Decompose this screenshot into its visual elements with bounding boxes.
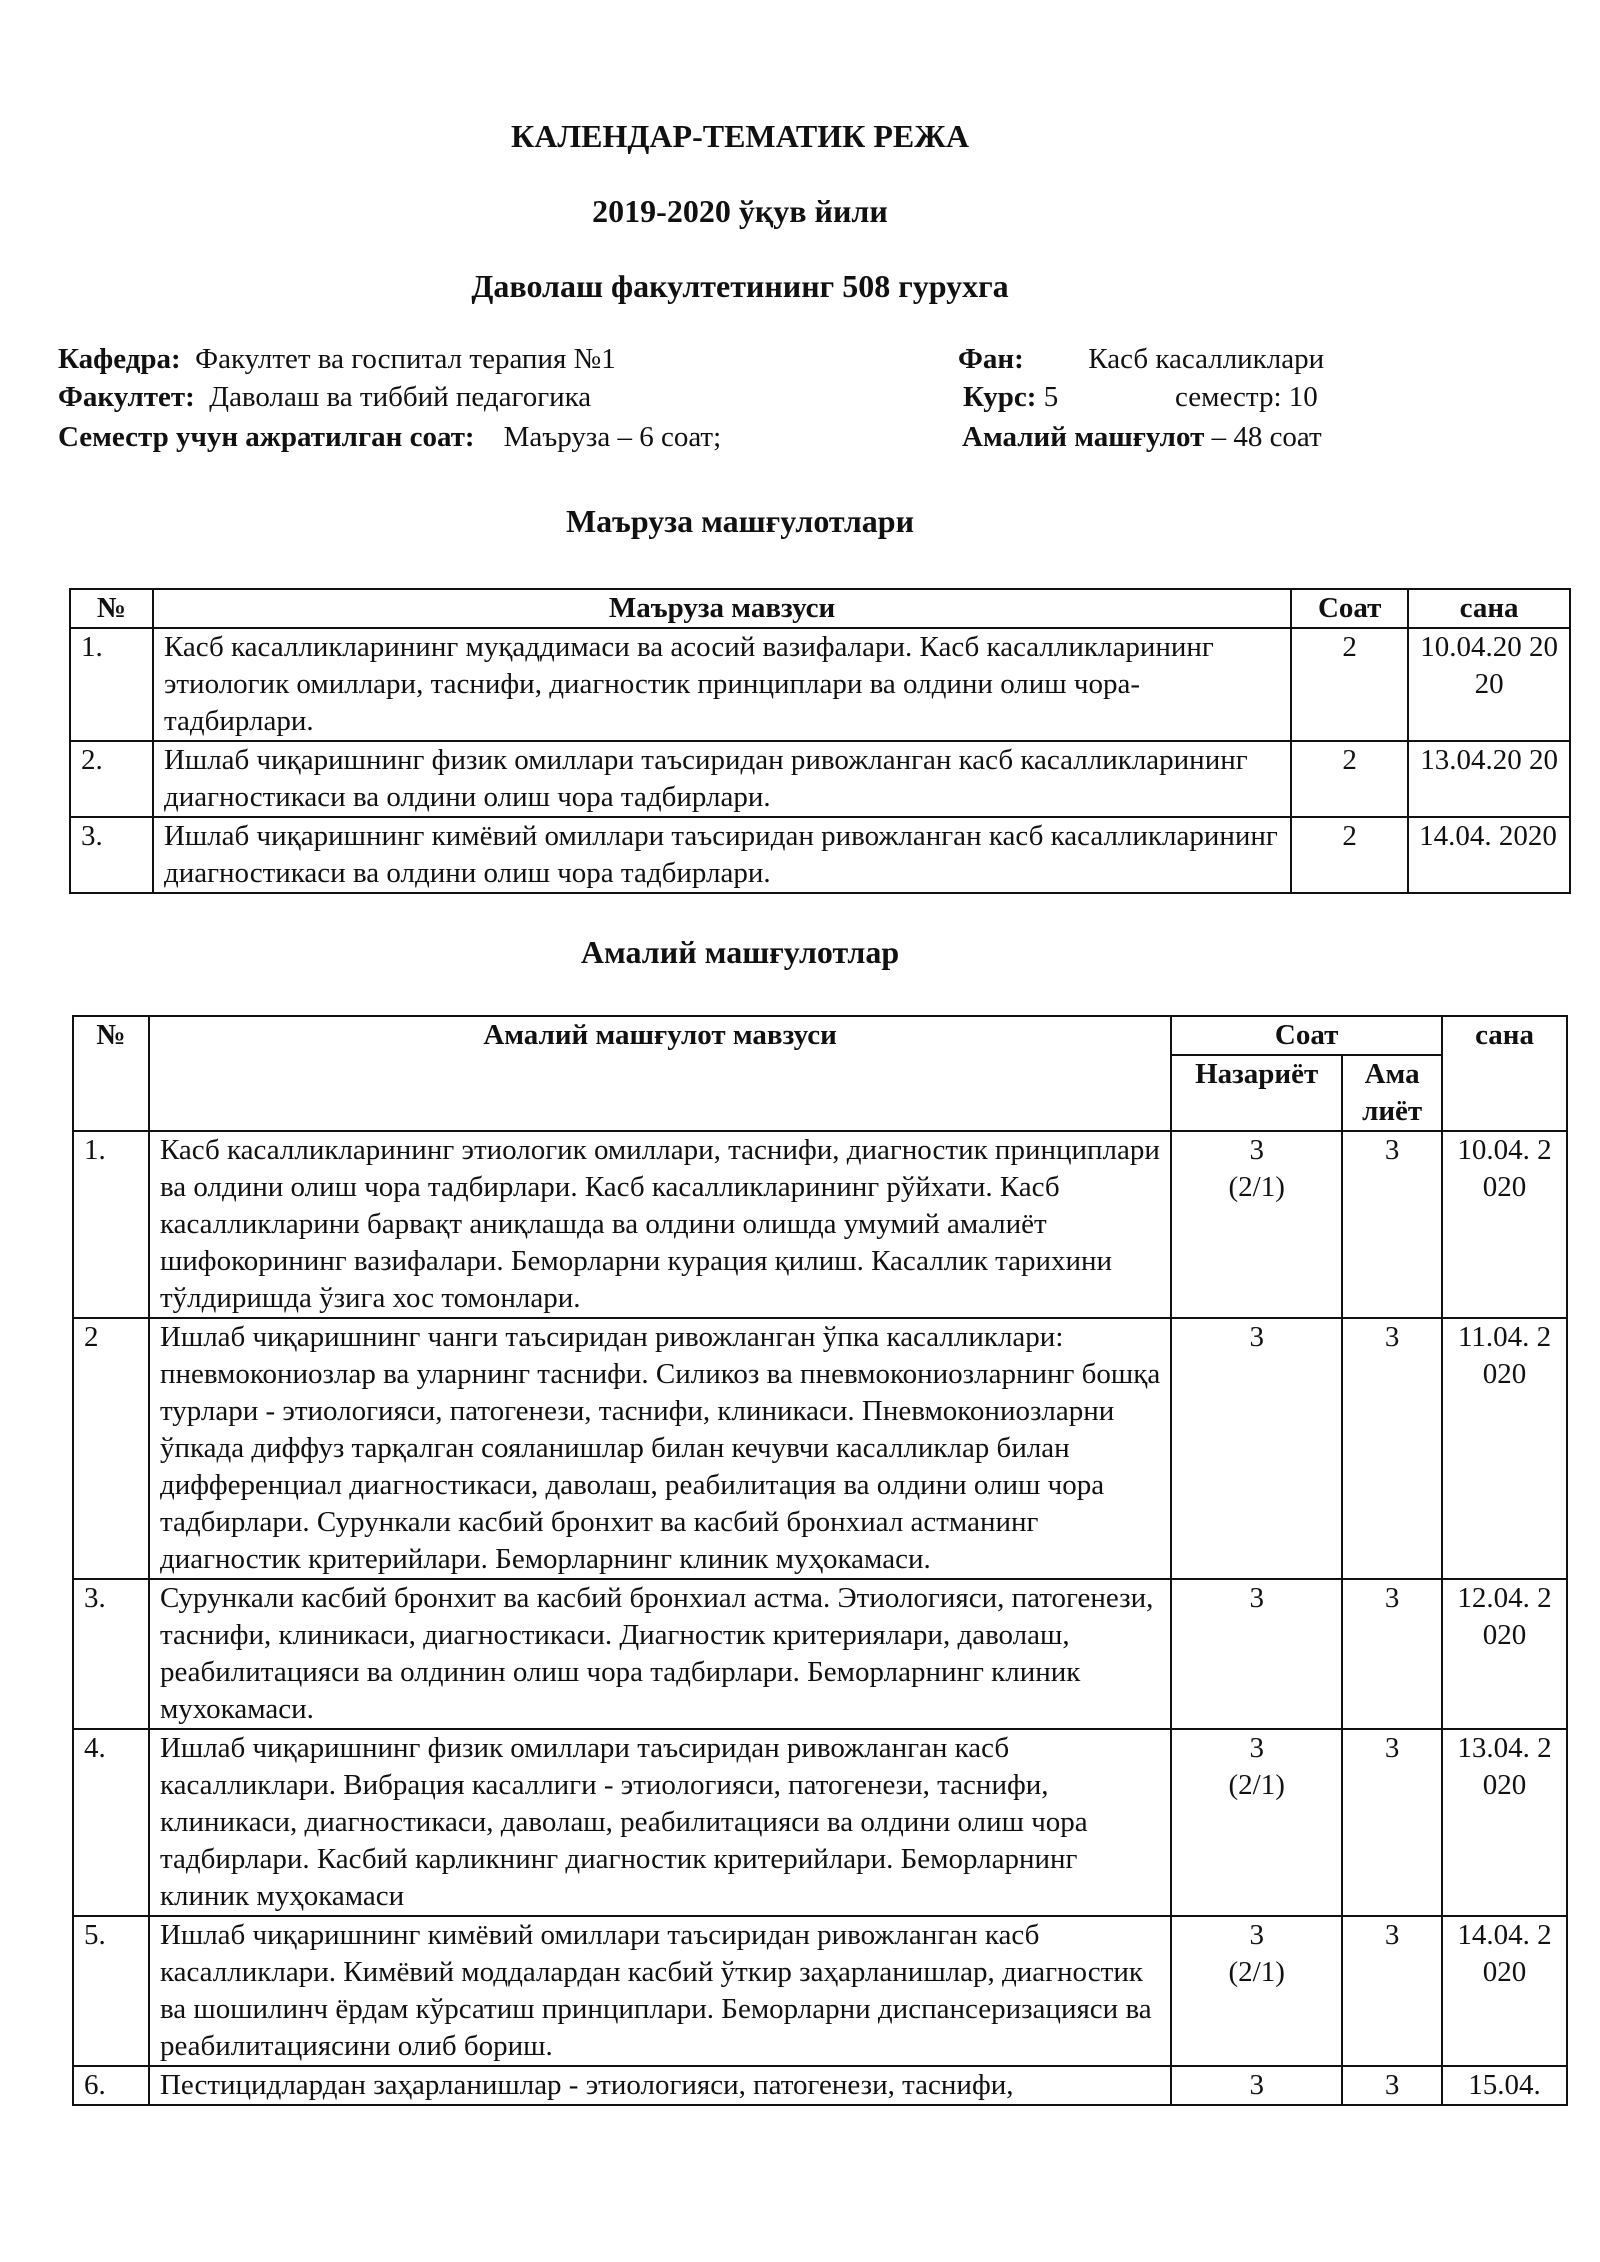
lec-hours: 2 — [1291, 741, 1408, 817]
prac-header-date: сана — [1442, 1016, 1567, 1131]
prac-num: 3. — [73, 1579, 149, 1729]
lec-topic: Касб касалликларининг муқаддимаси ва асосий вазифалари. Касб касалликларининг этиологик омиллари, таснифи, диагностик принциплари ва олдини олиш чора-тадбирлари. — [153, 628, 1291, 741]
prac-theory-cell — [1171, 1579, 1342, 1729]
prac-theory-split: (2/1) — [1228, 1171, 1285, 1203]
prac-topic: Ишлаб чиқаришнинг чанги таъсиридан ривожланган ўпка касалликлари: пневмокониозлар ва уларнинг таснифи. Силикоз ва пневмокониозларнинг бошқа турлари - этиологияси, патогенези, таснифи, клиникаси. Пневмокониозларни ўпкада диффуз тарқалган сояланишлар билан кечувчи касалликлар билан дифференциал диагностикаси, даволаш, реабилитация ва олдини олиш чора тадбирлари. Сурункали касбий бронхит ва касбий бронхиал астманинг диагностик критерийлари. Беморларнинг клиник муҳокамаси. — [149, 1318, 1171, 1579]
faculty-value: Даволаш ва тиббий педагогика — [209, 381, 592, 413]
prac-date: 12.04. 2020 — [1442, 1579, 1567, 1729]
lectures-section-title: Маъруза машғулотлари — [565, 503, 915, 539]
faculty-label: Факултет: — [58, 381, 195, 413]
prac-topic: Ишлаб чиқаришнинг физик омиллари таъсиридан ривожланган касб касалликлари. Вибрация касаллиги - этиологияси, патогенези, таснифи, клиникаси, диагностикаси, даволаш, реабилитацияси ва олдини олиш чора тадбирлари. Касбий карликнинг диагностик критерийлари. Беморларнинг клиник муҳокамаси — [149, 1729, 1171, 1916]
lec-date: 14.04. 2020 — [1408, 817, 1570, 893]
faculty-line — [58, 378, 591, 416]
practice-hours-value: – 48 соат — [1211, 421, 1322, 453]
practicals-header-row — [73, 1016, 1567, 1055]
prac-practice: 3 — [1342, 1916, 1442, 2066]
table-row — [73, 1916, 1567, 2066]
lec-header-date: сана — [1408, 589, 1570, 628]
lec-topic: Ишлаб чиқаришнинг кимёвий омиллари таъсиридан ривожланган касб касалликларининг диагностикаси ва олдини олиш чора тадбирлари. — [153, 817, 1291, 893]
prac-practice: 3 — [1342, 2066, 1442, 2105]
prac-header-theory: Назариёт — [1171, 1055, 1342, 1131]
prac-num: 4. — [73, 1729, 149, 1916]
kurs-line — [963, 378, 1058, 416]
lectures-header-row — [70, 589, 1570, 628]
hours-line — [58, 418, 721, 456]
lec-date: 13.04.20 20 — [1408, 741, 1570, 817]
lec-header-topic: Маъруза мавзуси — [153, 589, 1291, 628]
lectures-table — [69, 588, 1571, 894]
prac-date: 14.04. 2020 — [1442, 1916, 1567, 2066]
kurs-label: Курс: — [963, 381, 1037, 413]
prac-topic: Пестицидлардан заҳарланишлар - этиологияси, патогенези, таснифи, — [149, 2066, 1171, 2105]
prac-theory-cell — [1171, 1318, 1342, 1579]
prac-topic: Ишлаб чиқаришнинг кимёвий омиллари таъсиридан ривожланган касб касалликлари. Кимёвий моддалардан касбий ўткир заҳарланишлар, диагностик ва шошилинч ёрдам кўрсатиш принциплари. Беморларни диспансеризацияси ва реабилитациясини олиб бориш. — [149, 1916, 1171, 2066]
table-row — [70, 628, 1570, 741]
prac-header-topic: Амалий машғулот мавзуси — [149, 1016, 1171, 1131]
group-title: Даволаш факултетининг 508 гурухга — [471, 268, 1009, 304]
prac-practice: 3 — [1342, 1131, 1442, 1318]
lec-num: 2. — [70, 741, 153, 817]
prac-theory: 3 — [1249, 1919, 1264, 1951]
prac-theory: 3 — [1249, 1582, 1264, 1614]
prac-date: 10.04. 2020 — [1442, 1131, 1567, 1318]
prac-practice: 3 — [1342, 1729, 1442, 1916]
kafedra-label: Кафедра: — [58, 343, 181, 375]
prac-num: 5. — [73, 1916, 149, 2066]
prac-header-practice: Ама лиёт — [1342, 1055, 1442, 1131]
kafedra-line — [58, 340, 616, 378]
lec-date: 10.04.20 2020 — [1408, 628, 1570, 741]
table-row — [73, 2066, 1567, 2105]
table-row — [70, 741, 1570, 817]
lec-topic: Ишлаб чиқаришнинг физик омиллари таъсиридан ривожланган касб касалликларининг диагностикаси ва олдини олиш чора тадбирлари. — [153, 741, 1291, 817]
prac-theory-split: (2/1) — [1228, 1769, 1285, 1801]
prac-theory-split: (2/1) — [1228, 1956, 1285, 1988]
semester-value: семестр: 10 — [1175, 381, 1318, 413]
lec-hours: 2 — [1291, 628, 1408, 741]
prac-theory-cell — [1171, 1916, 1342, 2066]
lec-num: 3. — [70, 817, 153, 893]
prac-date: 11.04. 2020 — [1442, 1318, 1567, 1579]
prac-theory: 3 — [1249, 1732, 1264, 1764]
prac-topic: Сурункали касбий бронхит ва касбий бронхиал астма. Этиологияси, патогенези, таснифи, клиникаси, диагностикаси. Диагностик критериялари, даволаш, реабилитацияси ва олдинин олиш чора тадбирлари. Беморларнинг клиник мухокамаси. — [149, 1579, 1171, 1729]
document-title: КАЛЕНДАР-ТЕМАТИК РЕЖА — [511, 118, 969, 154]
hours-label: Семестр учун ажратилган соат: — [58, 421, 475, 453]
prac-theory: 3 — [1249, 1321, 1264, 1353]
table-row — [73, 1131, 1567, 1318]
prac-topic: Касб касалликларининг этиологик омиллари, таснифи, диагностик принциплари ва олдини олиш чора тадбирлари. Касб касалликларининг рўйхати. Касб касалликларини барвақт аниқлашда ва олдини олишда умумий амалиёт шифокорининг вазифалари. Беморларни курация қилиш. Касаллик тарихини тўлдиришда ўзига хос томонлари. — [149, 1131, 1171, 1318]
lec-header-num: № — [70, 589, 153, 628]
fan-value: Касб касалликлари — [1088, 343, 1325, 375]
prac-date: 13.04. 2020 — [1442, 1729, 1567, 1916]
lec-hours: 2 — [1291, 817, 1408, 893]
prac-theory: 3 — [1249, 1134, 1264, 1166]
prac-theory-cell — [1171, 2066, 1342, 2105]
table-row — [73, 1729, 1567, 1916]
practicals-section-title: Амалий машғулотлар — [580, 934, 900, 970]
prac-num: 1. — [73, 1131, 149, 1318]
practice-hours-line — [962, 418, 1322, 456]
fan-label: Фан: — [958, 343, 1024, 375]
practice-hours-label: Амалий машғулот — [962, 421, 1205, 453]
table-row — [73, 1579, 1567, 1729]
kurs-value: 5 — [1043, 381, 1059, 413]
table-row — [73, 1318, 1567, 1579]
prac-theory: 3 — [1249, 2069, 1264, 2101]
prac-theory-cell — [1171, 1729, 1342, 1916]
hours-lecture: Маъруза – 6 соат; — [503, 421, 722, 453]
prac-header-hours: Соат — [1171, 1016, 1442, 1055]
prac-date: 15.04. — [1442, 2066, 1567, 2105]
semester-line — [1175, 378, 1318, 416]
practicals-table — [72, 1015, 1568, 2106]
prac-header-num: № — [73, 1016, 149, 1131]
kafedra-value: Факултет ва госпитал терапия №1 — [195, 343, 616, 375]
prac-num: 2 — [73, 1318, 149, 1579]
lec-num: 1. — [70, 628, 153, 741]
table-row — [70, 817, 1570, 893]
prac-practice: 3 — [1342, 1579, 1442, 1729]
prac-num: 6. — [73, 2066, 149, 2105]
fan-line — [958, 340, 1324, 378]
lec-header-hours: Соат — [1291, 589, 1408, 628]
academic-year: 2019-2020 ўқув йили — [592, 193, 888, 229]
prac-theory-cell — [1171, 1131, 1342, 1318]
prac-practice: 3 — [1342, 1318, 1442, 1579]
